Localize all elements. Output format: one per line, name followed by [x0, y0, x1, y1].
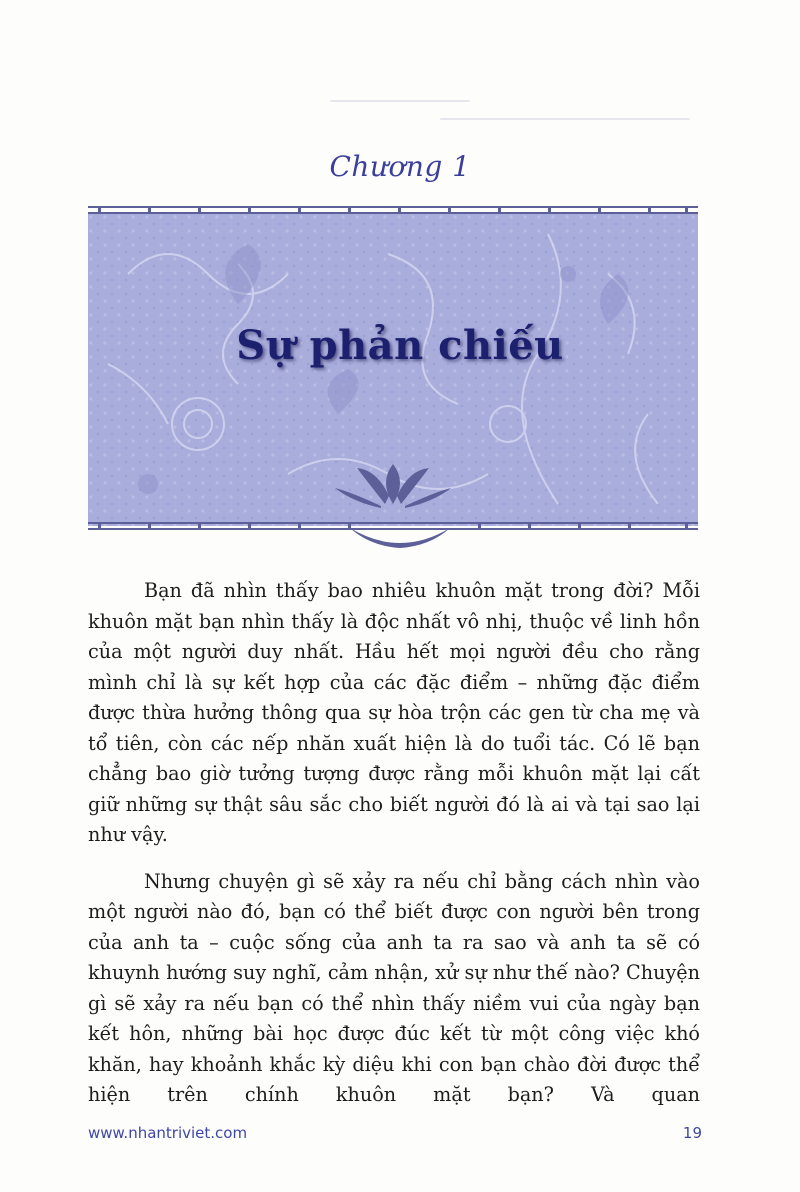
footer-website: www.nhantriviet.com	[88, 1124, 248, 1142]
page-number: 19	[682, 1124, 702, 1142]
paisley-pattern	[88, 214, 698, 526]
chapter-label: Chương 1	[329, 150, 471, 183]
chapter-banner	[88, 214, 698, 526]
paragraph: Bạn đã nhìn thấy bao nhiêu khuôn mặt trong đời? Mỗi khuôn mặt bạn nhìn thấy là độc nhất vô nhị, thuộc về linh hồn của một người duy nhất. Hầu hết mọi người đều cho rằng mình chỉ là sự kết hợp của các đặc điểm – những đặc điểm được thừa hưởng thông qua sự hòa trộn các gen từ cha mẹ và tổ tiên, còn các nếp nhăn xuất hiện là do tuổi tác. Có lẽ bạn chẳng bao giờ tưởng tượng được rằng mỗi khuôn mặt lại cất giữ những sự thật sâu sắc cho biết người đó là ai và tại sao lại như vậy.	[88, 579, 700, 846]
lotus-base-icon	[345, 526, 455, 550]
show-through-line	[330, 100, 470, 102]
show-through-line	[440, 118, 690, 120]
paragraph: Nhưng chuyện gì sẽ xảy ra nếu chỉ bằng cách nhìn vào một người nào đó, bạn có thể biết được con người bên trong của anh ta – cuộc sống của anh ta ra sao và anh ta sẽ có khuynh hướng suy nghĩ, cảm nhận, xử sự như thế nào? Chuyện gì sẽ xảy ra nếu bạn có thể nhìn thấy niềm vui của ngày bạn kết hôn, những bài học được đúc kết từ một công việc khó khăn, hay khoảnh khắc kỳ diệu khi con bạn chào đời được thể hiện trên chính khuôn mặt bạn? Và quan	[88, 869, 700, 1106]
body-text	[88, 576, 700, 1127]
chapter-title: Sự phản chiếu	[236, 322, 564, 369]
